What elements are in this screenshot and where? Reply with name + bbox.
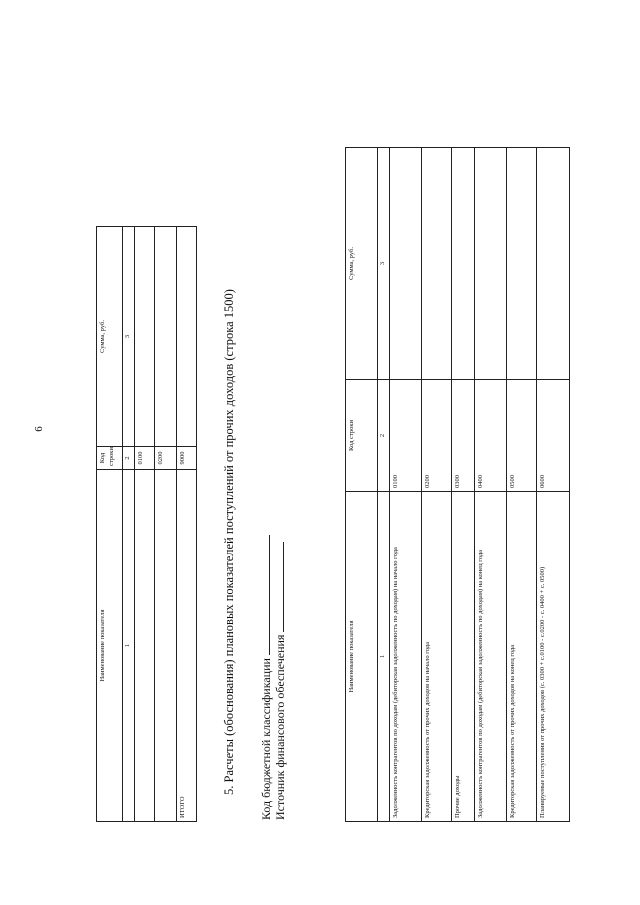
row-sum — [389, 148, 421, 380]
row-name: Задолженность контрагентов по доходам (дебиторская задолженность по доходам) на конец года — [474, 492, 506, 822]
table-1-colnum: 3 — [123, 227, 135, 447]
row-code: 0500 — [506, 380, 536, 492]
table-2-colnum: 3 — [378, 148, 390, 380]
row-code: 0200 — [154, 447, 176, 470]
row-sum — [536, 148, 569, 380]
row-name: ИТОГО — [176, 470, 196, 822]
table-2-header-name: Наименование показателя — [346, 492, 378, 822]
table-row — [421, 148, 451, 822]
table-1-header-code: Код строки — [97, 447, 123, 470]
table-1-header-sum: Сумма, руб. — [97, 227, 123, 447]
row-sum — [506, 148, 536, 380]
table-row — [176, 227, 196, 822]
table-row — [536, 148, 569, 822]
table-2 — [345, 147, 570, 822]
table-row — [506, 148, 536, 822]
table-row — [474, 148, 506, 822]
table-row — [389, 148, 421, 822]
section-5-title: 5. Расчеты (обоснования) плановых показателей поступлений от прочих доходов (строка 1500) — [222, 289, 236, 795]
row-code: 0600 — [536, 380, 569, 492]
row-name: Планируемые поступления от прочих доходов (с. 0300 + с.0100 - с.0200 - с. 0400 + с. 0500) — [536, 492, 569, 822]
row-name — [134, 470, 154, 822]
row-sum — [154, 227, 176, 447]
row-name: Задолженность контрагентов по доходам (дебиторская задолженность по доходам) на начало года — [389, 492, 421, 822]
row-sum — [421, 148, 451, 380]
classification-block — [259, 535, 287, 820]
table-row — [154, 227, 176, 822]
table-2-wrapper — [345, 148, 570, 822]
row-code: 0100 — [389, 380, 421, 492]
table-1-header-name: Наименование показателя — [97, 470, 123, 822]
budget-code-field — [259, 535, 270, 655]
table-1-wrapper — [96, 227, 197, 822]
row-name: Кредиторская задолженность от прочих доходов на начало года — [421, 492, 451, 822]
row-name: Кредиторская задолженность от прочих доходов на конец года — [506, 492, 536, 822]
table-row — [134, 227, 154, 822]
table-2-header-code: Код строки — [346, 380, 378, 492]
budget-code-label: Код бюджетной классификации — [259, 658, 273, 820]
table-1-colnum: 2 — [123, 447, 135, 470]
row-name: Прочие доходы — [451, 492, 474, 822]
funding-source-label: Источник финансового обеспечения — [273, 634, 287, 820]
funding-source-field — [273, 542, 284, 632]
table-1 — [96, 226, 197, 822]
row-sum — [451, 148, 474, 380]
row-sum — [474, 148, 506, 380]
row-sum — [176, 227, 196, 447]
row-code: 0200 — [421, 380, 451, 492]
row-code: 0300 — [451, 380, 474, 492]
page-number: 6 — [32, 426, 45, 432]
row-name — [154, 470, 176, 822]
table-2-colnum: 1 — [378, 492, 390, 822]
table-1-colnum: 1 — [123, 470, 135, 822]
table-2-colnum: 2 — [378, 380, 390, 492]
row-sum — [134, 227, 154, 447]
row-code: 0400 — [474, 380, 506, 492]
row-code: 9000 — [176, 447, 196, 470]
row-code: 0100 — [134, 447, 154, 470]
table-2-header-sum: Сумма, руб. — [346, 148, 378, 380]
table-row — [451, 148, 474, 822]
